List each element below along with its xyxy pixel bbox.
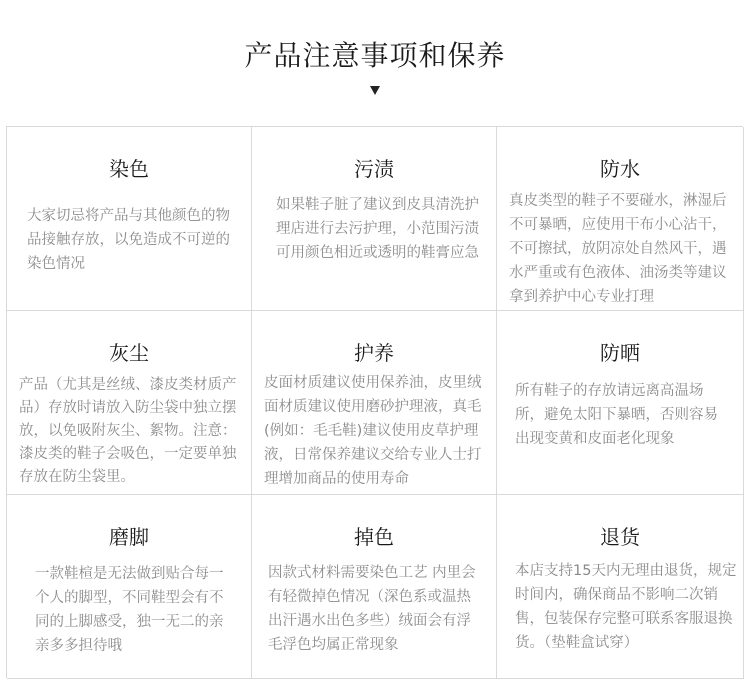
care-item-title: 染色 (109, 157, 149, 181)
care-item-title: 护养 (354, 341, 394, 365)
caret-down-icon (370, 86, 380, 95)
care-item-text: 产品（尤其是丝绒、漆皮类材质产品）存放时请放入防尘袋中独立摆放，以免吸附灰尘、絮物。注意：漆皮类的鞋子会吸色，一定要单独存放在防尘袋里。 (19, 377, 237, 485)
page-title: 产品注意事项和保养 (244, 39, 506, 72)
care-item-text: 一款鞋楦是无法做到贴合每一个人的脚型，不同鞋型会有不同的上脚感受，独一无二的亲亲多多担待哦 (35, 566, 224, 654)
care-item-returns (497, 495, 744, 679)
care-item-dyeing (7, 127, 252, 311)
care-item-color-fading (252, 495, 497, 679)
care-item-title: 防水 (600, 157, 640, 181)
care-item-foot-rubbing (7, 495, 252, 679)
care-item-text: 如果鞋子脏了建议到皮具清洗护理店进行去污护理，小范围污渍可用颜色相近或透明的鞋膏应急 (276, 197, 479, 261)
care-item-text: 大家切忌将产品与其他颜色的物品接触存放，以免造成不可逆的染色情况 (27, 208, 230, 272)
care-item-text: 本店支持15天内无理由退货，规定时间内，确保商品不影响二次销售，包装保存完整可联系客服退换货。（垫鞋盒试穿） (515, 563, 737, 651)
care-item-title: 污渍 (354, 157, 394, 181)
care-item-stains (252, 127, 497, 311)
care-item-text: 因款式材料需要染色工艺 内里会有轻微掉色情况（深色系或温热出汗遇水出色多些）绒面会有浮毛浮色均属正常现象 (268, 565, 476, 653)
care-item-title: 掉色 (354, 525, 394, 549)
care-item-text: 皮面材质建议使用保养油，皮里绒面材质建议使用磨砂护理液，真毛(例如：毛毛鞋)建议使用皮草护理液，日常保养建议交给专业人士打理增加商品的使用寿命 (264, 375, 482, 487)
care-item-maintenance (252, 311, 497, 495)
care-item-title: 退货 (600, 525, 640, 549)
care-item-title: 灰尘 (109, 341, 149, 365)
care-item-text: 真皮类型的鞋子不要碰水，淋湿后不可暴晒，应使用干布小心沾干，不可擦拭，放阴凉处自然风干，遇水严重或有色液体、油汤类等建议拿到养护中心专业打理 (509, 193, 727, 305)
care-item-sun-protection (497, 311, 744, 495)
care-grid (6, 126, 743, 678)
care-item-waterproof (497, 127, 744, 311)
care-item-title: 防晒 (600, 341, 640, 365)
care-item-title: 磨脚 (109, 525, 149, 549)
care-item-dust (7, 311, 252, 495)
care-item-text: 所有鞋子的存放请远离高温场所，避免太阳下暴晒，否则容易出现变黄和皮面老化现象 (515, 383, 718, 447)
